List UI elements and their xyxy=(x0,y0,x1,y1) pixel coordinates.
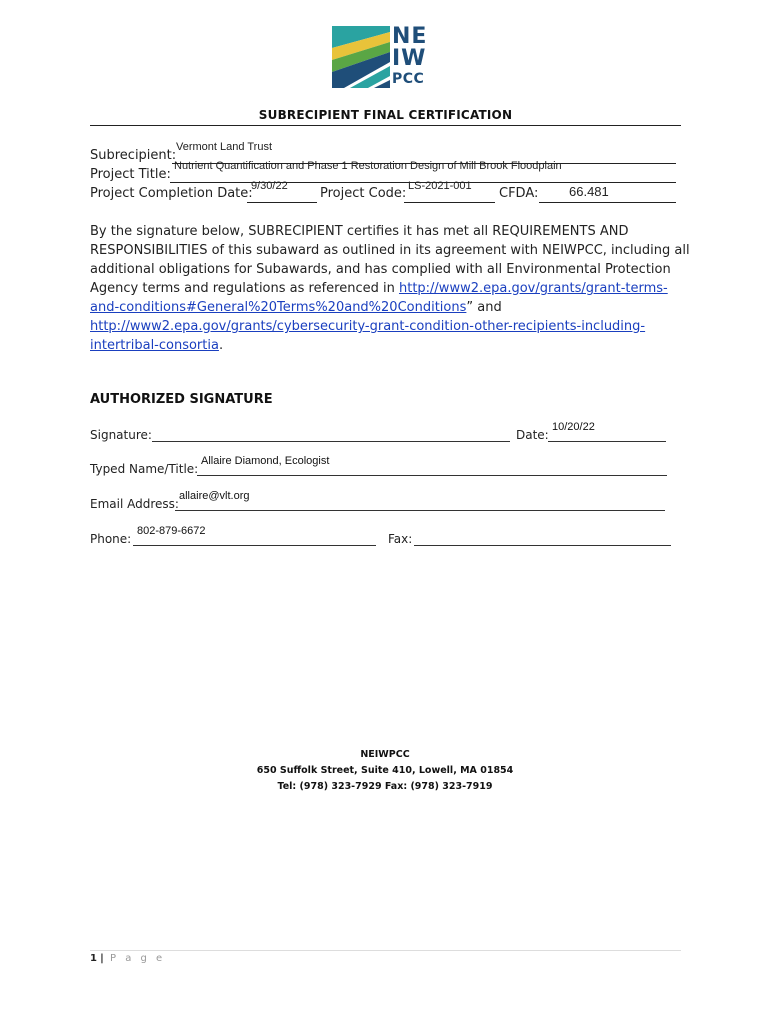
subrecipient-label: Subrecipient: xyxy=(90,148,177,163)
email-label: Email Address: xyxy=(90,497,179,511)
phone-label: Phone: xyxy=(90,532,132,546)
completion-row xyxy=(90,186,253,201)
neiwpcc-logo xyxy=(332,26,432,88)
logo-line-3: PCC xyxy=(392,71,425,87)
date-label: Date: xyxy=(516,428,549,442)
logo-line-1: NE xyxy=(392,24,428,49)
certification-paragraph xyxy=(90,222,690,355)
neiwpcc-logo-icon xyxy=(332,26,390,88)
subrecipient-value: Vermont Land Trust xyxy=(176,141,272,153)
project-code-value: LS-2021-001 xyxy=(408,180,472,192)
logo-wordmark xyxy=(392,26,436,86)
typed-name-field[interactable] xyxy=(197,455,667,476)
signature-label: Signature: xyxy=(90,428,152,442)
paragraph-text-2: ” and xyxy=(466,300,502,315)
authorized-signature-heading: AUTHORIZED SIGNATURE xyxy=(90,392,273,407)
page-footer-divider xyxy=(90,950,681,951)
paragraph-text-3: . xyxy=(218,338,224,353)
page-label: P a g e xyxy=(110,953,166,964)
phone-value: 802-879-6672 xyxy=(137,525,206,537)
paragraph-text-1: By the signature below, SUBRECIPIENT certifies it has met all REQUIREMENTS AND RESPONSIBILITIES of this subaward as outlined in its agreement with NEIWPCC, including all additional obligations for Subawards, and has complied with all Environmental Protection Agency terms and regulations as referenced in xyxy=(90,224,690,296)
cfda-field[interactable] xyxy=(539,186,676,203)
project-code-label: Project Code: xyxy=(320,186,407,201)
page-number-separator: | xyxy=(100,953,104,964)
date-field[interactable] xyxy=(548,421,666,442)
subrecipient-row xyxy=(90,148,176,163)
signature-row xyxy=(90,428,152,442)
completion-label: Project Completion Date: xyxy=(90,186,253,201)
project-title-row xyxy=(90,167,171,182)
project-title-label: Project Title: xyxy=(90,167,171,182)
date-row xyxy=(516,428,549,442)
page-number-value: 1 xyxy=(90,953,97,964)
signature-field[interactable] xyxy=(152,427,510,442)
project-code-row xyxy=(320,186,406,201)
email-value: allaire@vlt.org xyxy=(179,490,250,502)
project-code-field[interactable] xyxy=(404,180,495,203)
phone-row xyxy=(90,532,131,546)
typed-name-value: Allaire Diamond, Ecologist xyxy=(201,455,330,467)
typed-name-label: Typed Name/Title: xyxy=(90,462,199,476)
footer-address-block xyxy=(180,747,590,795)
grant-terms-link[interactable]: http://www2.epa.gov/grants/grant-terms-and-conditions#General%20Terms%20and%20Conditions xyxy=(90,281,668,315)
cfda-label: CFDA: xyxy=(499,186,539,201)
project-title-value: Nutrient Quantification and Phase 1 Restoration Design of Mill Brook Floodplain xyxy=(174,160,562,172)
footer-address: 650 Suffolk Street, Suite 410, Lowell, MA 01854 xyxy=(256,765,514,776)
fax-row xyxy=(388,532,412,546)
phone-field[interactable] xyxy=(133,525,376,546)
cfda-value: 66.481 xyxy=(569,184,609,199)
date-value: 10/20/22 xyxy=(552,421,595,433)
completion-date-value: 9/30/22 xyxy=(251,180,288,192)
cybersecurity-link[interactable]: http://www2.epa.gov/grants/cybersecurity-grant-condition-other-recipients-including-intertribal-consortia xyxy=(90,319,646,353)
typed-name-row xyxy=(90,462,198,476)
completion-date-field[interactable] xyxy=(247,180,317,203)
document-title: SUBRECIPIENT FINAL CERTIFICATION xyxy=(258,108,513,122)
footer-contact: Tel: (978) 323-7929 Fax: (978) 323-7919 xyxy=(277,781,493,792)
page-number xyxy=(90,953,165,964)
email-row xyxy=(90,497,179,511)
logo-line-2: IW xyxy=(392,46,427,71)
fax-label: Fax: xyxy=(388,532,413,546)
title-divider xyxy=(90,125,681,126)
email-field[interactable] xyxy=(175,490,665,511)
cfda-row xyxy=(499,186,538,201)
footer-org: NEIWPCC xyxy=(360,749,410,760)
fax-field[interactable] xyxy=(414,531,671,546)
